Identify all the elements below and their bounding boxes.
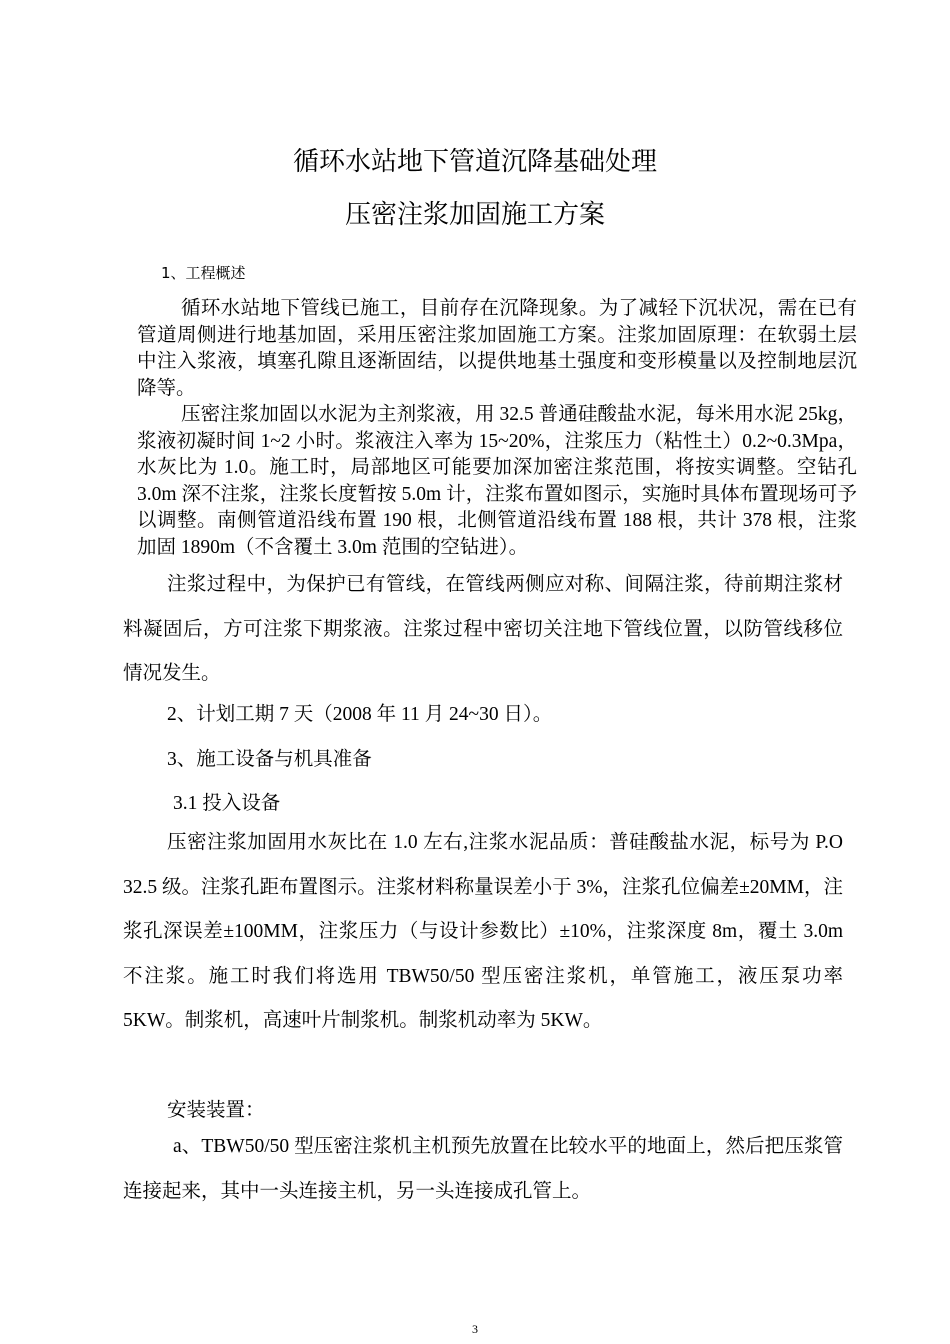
install-step-block bbox=[123, 1125, 843, 1214]
page-number: 3 bbox=[472, 1322, 478, 1336]
section-2-schedule: 2、计划工期 7 天（2008 年 11 月 24~30 日）。 bbox=[167, 704, 553, 725]
section-3-1-heading: 3.1 投入设备 bbox=[173, 793, 281, 814]
overview-block bbox=[137, 296, 857, 561]
paragraph-overview: 循环水站地下管线已施工，目前存在沉降现象。为了减轻下沉状况，需在已有管道周侧进行地基加固，采用压密注浆加固施工方案。注浆加固原理：在软弱土层中注入浆液，填塞孔隙且逐渐固结，以提供地基土强度和变形模量以及控制地层沉降等。 bbox=[137, 298, 857, 399]
document-title-line-2: 压密注浆加固施工方案 bbox=[344, 200, 605, 230]
paragraph-grouting-parameters: 压密注浆加固以水泥为主剂浆液，用 32.5 普通硅酸盐水泥，每米用水泥 25kg，浆液初凝时间 1~2 小时。浆液注入率为 15~20%，注浆压力（粘性土）0.2~0.3Mpa，水灰比为 1.0。施工时，局部地区可能要加深加密注浆范围，将按实调整。空钻孔 3.0m 深不注浆，注浆长度暂按 5.0m 计，注浆布置如图示，实施时具体布置现场可予以调整。南侧管道沿线布置 190 根，北侧管道沿线布置 188 根，共计 378 根，注浆加固 1890m（不含覆土 3.0m 范围的空钻进）。 bbox=[137, 404, 857, 558]
paragraph-equipment: 压密注浆加固用水灰比在 1.0 左右,注浆水泥品质：普硅酸盐水泥，标号为 P.O 32.5 级。注浆孔距布置图示。注浆材料称量误差小于 3%，注浆孔位偏差±20MM，注浆孔深误差±100MM，注浆压力（与设计参数比）±10%，注浆深度 8m，覆土 3.0m 不注浆。施工时我们将选用 TBW50/50 型压密注浆机，单管施工，液压泵功率 5KW。制浆机，高速叶片制浆机。制浆机动率为 5KW。 bbox=[123, 832, 843, 1031]
paragraph-install-step-a: a、TBW50/50 型压密注浆机主机预先放置在比较水平的地面上，然后把压浆管连接起来，其中一头连接主机，另一头连接成孔管上。 bbox=[123, 1136, 843, 1202]
paragraph-grouting-process: 注浆过程中，为保护已有管线，在管线两侧应对称、间隔注浆，待前期注浆材料凝固后，方可注浆下期浆液。注浆过程中密切关注地下管线位置，以防管线移位情况发生。 bbox=[123, 574, 843, 684]
equipment-block bbox=[123, 821, 843, 1044]
section-3-heading: 3、施工设备与机具准备 bbox=[167, 749, 372, 770]
document-title-line-1: 循环水站地下管道沉降基础处理 bbox=[292, 147, 657, 177]
grouting-process-block bbox=[123, 563, 843, 697]
install-heading: 安装装置： bbox=[167, 1100, 265, 1121]
section-1-heading: 1、工程概述 bbox=[161, 264, 246, 282]
